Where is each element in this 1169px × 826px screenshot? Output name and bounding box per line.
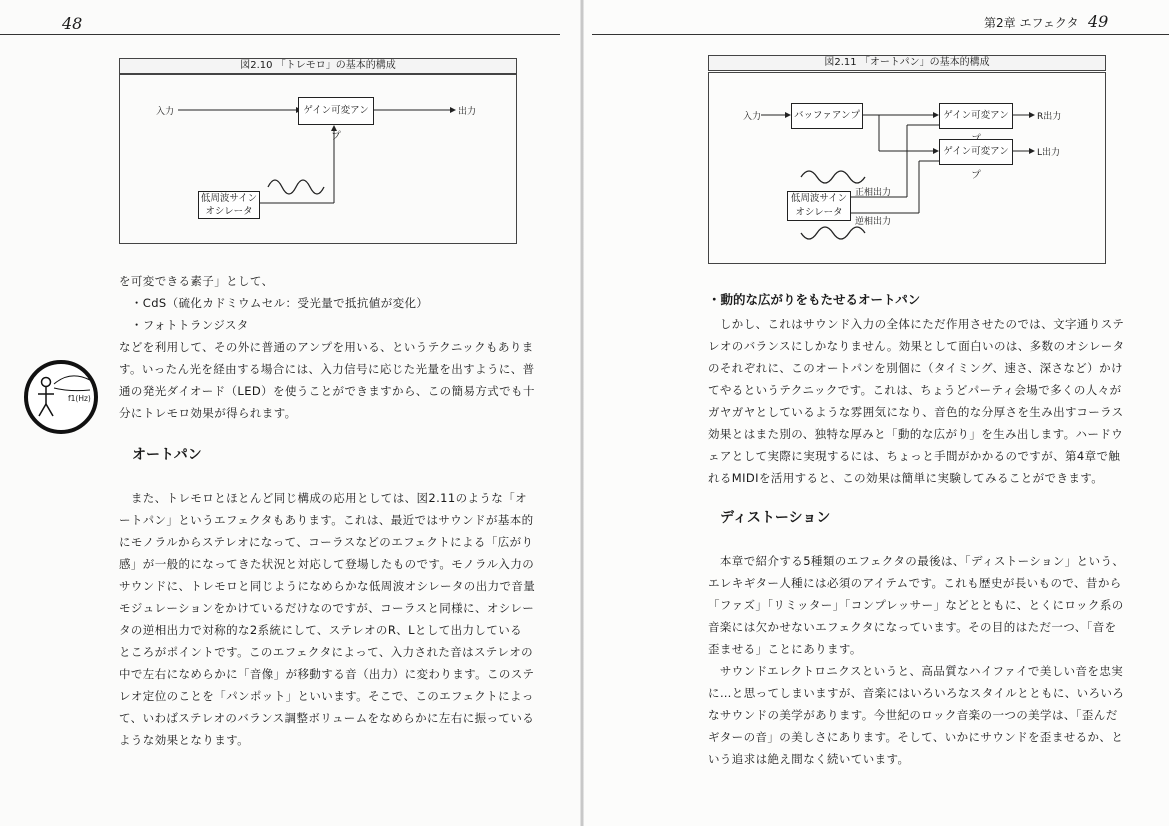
figure-caption-2-11: 図2.11 「オートパン」の基本的構成 (708, 55, 1106, 71)
text-line: 本章で紹介する5種類のエフェクタの最後は、「ディストーション」という、 (708, 554, 1125, 568)
left-paragraph-1 (119, 270, 535, 424)
running-header: 第2章 エフェクタ (984, 16, 1079, 30)
sine-wave-top-icon (801, 171, 865, 183)
autopan-diagram-lines (709, 73, 1105, 263)
sine-wave-bottom-icon (801, 227, 865, 239)
text-line: レオのバランスにしかなりません。効果として面白いのは、多数のオシレータ (708, 339, 1125, 353)
text-line: いう追求は絶え間なく続いています。 (708, 752, 910, 766)
text-line: ガヤガヤとしているような雰囲気になり、音色的な分厚さを生み出すコーラス (708, 405, 1124, 419)
text-line: モジュレーションをかけているだけなのですが、コーラスと同様に、オシレー (119, 601, 535, 615)
margin-icon (24, 360, 98, 434)
text-line: ・フォトトランジスタ (119, 318, 249, 332)
osc-label-line2: オシレータ (205, 206, 253, 217)
text-line: のそれぞれに、このオートパンを別個に（タイミング、速さ、深さなど）かけ (708, 361, 1123, 375)
page-number-right: 49 (1088, 12, 1109, 31)
right-page (584, 0, 1169, 826)
text-line: ギターの音」の美しさにあります。そして、いかにサウンドを歪ませるか、と (708, 730, 1124, 744)
text-line: レオ定位のことを「パンポット」といいます。そこで、このエフェクトによっ (119, 689, 534, 703)
tremolo-gain-amp-box: ゲイン可変アンプ (298, 97, 374, 125)
header-rule-right (592, 34, 1169, 35)
subheading-dynamic-spread: ・動的な広がりをもたせるオートパン (708, 292, 921, 307)
figure-2-11 (708, 72, 1106, 264)
section-heading-distortion: ディストーション (720, 510, 831, 526)
figure-caption-2-10: 図2.10 「トレモロ」の基本的構成 (119, 58, 517, 74)
section-heading-autopan: オートパン (132, 447, 202, 463)
tremolo-input-label: 入力 (156, 107, 175, 117)
osc-label-line1: 低周波サイン (200, 193, 258, 204)
text-line: サウンドに、トレモロと同じようになめらかな低周波オシレータの出力で音量 (119, 579, 536, 593)
sine-wave-icon (268, 180, 324, 194)
text-line: 音楽には欠かせないエフェクタになっています。その目的はただ一つ、「音を (708, 620, 1117, 634)
l-output-label: L出力 (1037, 148, 1061, 158)
text-line: ートパン」というエフェクタもあります。これは、最近ではサウンドが基本的 (119, 513, 534, 527)
r-output-label: R出力 (1037, 112, 1062, 122)
text-line: ・CdS（硫化カドミウムセル：受光量で抵抗値が変化） (119, 296, 429, 310)
tremolo-output-label: 出力 (458, 107, 477, 117)
gain-amp-r-box: ゲイン可変アン (939, 103, 1013, 129)
text-line: に…と思ってしまいますが、音楽にはいろいろなスタイルとともに、いろいろ (708, 686, 1125, 700)
text-line: を可変できる素子」として、 (119, 274, 274, 288)
text-line: また、トレモロとほとんど同じ構成の応用としては、図2.11のような「オ (119, 491, 528, 505)
text-line: 通の発光ダイオード（LED）を使うことができますから、この簡易方式でも十 (119, 384, 535, 398)
gain-amp-l-box: ゲイン可変アンプ (939, 139, 1013, 165)
text-line: 中で左右になめらかに「音像」が移動する音（出力）に変わります。このステ (119, 667, 535, 681)
header-rule-left (0, 34, 560, 35)
text-line: サウンドエレクトロニクスというと、高品質なハイファイで美しい音を忠実 (708, 664, 1124, 678)
text-line: 「ファズ」「リミッター」「コンプレッサー」などとともに、とくにロック系の (708, 598, 1124, 612)
text-line: 歪ませる」ことにあります。 (708, 642, 862, 656)
figure-2-10 (119, 74, 517, 244)
text-line: にモノラルからステレオになって、コーラスなどのエフェクトによる「広がり (119, 535, 534, 549)
text-line: てやるというテクニックです。これは、ちょうどパーティ会場で多くの人々が (708, 383, 1122, 397)
text-line: ような効果となります。 (119, 733, 249, 747)
text-line: れるMIDIを活用すると、この効果は簡単に実験してみることができます。 (708, 471, 1104, 485)
margin-icon-label: f1(Hz) (68, 394, 91, 403)
text-line: エレキギター人種には必須のアイテムです。これも歴史が長いもので、昔から (708, 576, 1122, 590)
text-line: しかし、これはサウンド入力の全体にただ作用させたのでは、文字通りステ (708, 317, 1125, 331)
page-number-left: 48 (62, 14, 83, 33)
osc-label-line1: 低周波サイン (790, 193, 848, 204)
text-line: す。いったん光を経由する場合には、入力信号に応じた光量を出すように、普 (119, 362, 535, 376)
tremolo-oscillator-box (198, 191, 260, 219)
text-line: なサウンドの美学があります。今世紀のロック音楽の一つの美学は、「歪んだ (708, 708, 1118, 722)
positive-phase-label: 正相出力 (855, 188, 892, 198)
right-paragraph-1 (708, 313, 1125, 489)
autopan-input-label: 入力 (743, 112, 762, 122)
autopan-oscillator-box (787, 191, 851, 221)
text-line: て、いわばステレオのバランス調整ボリュームをなめらかに左右に振っている (119, 711, 535, 725)
text-line: 感」が一般的になってきた状況と対応して登場したものです。モノラル入力の (119, 557, 535, 571)
osc-label-line2: オシレータ (795, 207, 843, 218)
text-line: 分にトレモロ効果が得られます。 (119, 406, 297, 420)
negative-phase-label: 逆相出力 (855, 217, 892, 227)
right-paragraph-2 (708, 550, 1124, 770)
text-line: ところがポイントです。このエフェクタによって、入力された音はステレオの (119, 645, 534, 659)
text-line: タの逆相出力で対称的な2系統にして、ステレオのR、Lとして出力している (119, 623, 523, 637)
text-line: ェアとして実際に実現するには、ちょっと手間がかかるのですが、第4章で触 (708, 449, 1121, 463)
text-line: などを利用して、その外に普通のアンプを用いる、というテクニックもありま (119, 340, 534, 354)
left-paragraph-2 (119, 487, 535, 751)
buffer-amp-box: バッファアンプ (791, 103, 863, 129)
text-line: 効果とはまた別の、独特な厚みと「動的な広がり」を生み出します。ハードウ (708, 427, 1124, 441)
left-page (0, 0, 584, 826)
